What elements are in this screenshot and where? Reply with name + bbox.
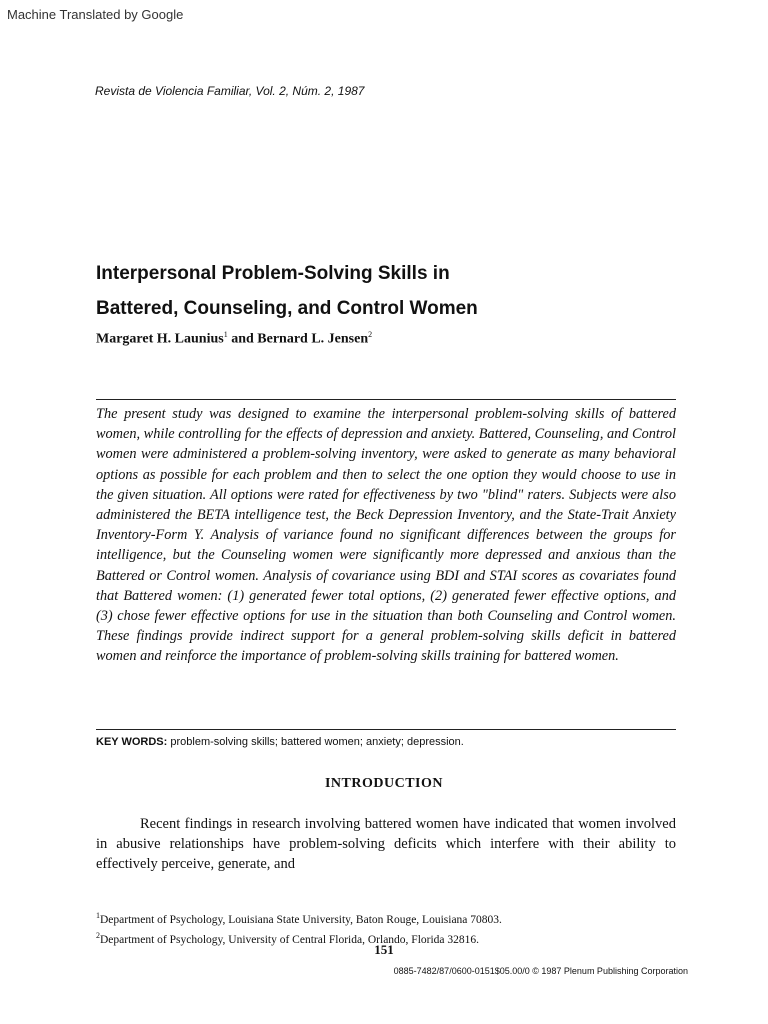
section-heading-introduction: INTRODUCTION bbox=[324, 776, 443, 791]
introduction-paragraph: Recent findings in research involving battered women have indicated that women involved in abusive relationships have problem-solving deficits which interfere with their ability to effectively perceive, generate, and bbox=[96, 816, 676, 872]
author-line bbox=[96, 330, 372, 348]
footnote-1-text: Department of Psychology, Louisiana State University, Baton Rouge, Louisiana 70803. bbox=[100, 913, 502, 926]
footnote-1-marker: 1 bbox=[96, 911, 100, 920]
abstract-top-rule bbox=[96, 399, 676, 400]
abstract-text: The present study was designed to examine the interpersonal problem-solving skills of battered women, while controlling for the effects of depression and anxiety. Battered, Counseling, and Control women were administered a problem-solving inventory, were asked to generate as many behavioral options as possible for each problem and then to select the one option they would choose to use in the given situation. All options were rated for effectiveness by two "blind" raters. Subjects were also administered the BETA intelligence test, the Beck Depression Inventory, and the State-Trait Anxiety Inventory-Form Y. Analysis of variance found no significant differences between the groups for intelligence, but the Counseling women were significantly more depressed and anxious than the Battered or Control women. Analysis of covariance using BDI and STAI scores as covariates found that Battered women: (1) generated fewer total options, (2) generated fewer effective options, and (3) chose fewer effective options for use in the situation than both Counseling and Control women. These findings provide indirect support for a general problem-solving skills deficit in battered women and reinforce the importance of problem-solving skills training for battered women. bbox=[96, 406, 676, 665]
author-first: Margaret H. Launius bbox=[96, 331, 224, 347]
keywords bbox=[96, 736, 464, 748]
keywords-text: problem-solving skills; battered women; anxiety; depression. bbox=[170, 736, 464, 748]
page-number: 151 bbox=[374, 942, 394, 957]
footnote-1 bbox=[96, 908, 676, 928]
title-line-1: Interpersonal Problem-Solving Skills in bbox=[96, 263, 450, 284]
author-second-affiliation-marker: 2 bbox=[368, 330, 373, 339]
footnote-2-marker: 2 bbox=[96, 930, 100, 940]
author-first-affiliation-marker: 1 bbox=[223, 330, 228, 339]
author-connector: and bbox=[231, 331, 254, 347]
author-second: Bernard L. Jensen bbox=[257, 331, 369, 347]
footnote-2-text: Department of Psychology, University of Central Florida, Orlando, Florida 32816. bbox=[100, 933, 480, 946]
article-title bbox=[96, 256, 478, 326]
title-line-2: Battered, Counseling, and Control Women bbox=[96, 298, 478, 319]
journal-citation: Revista de Violencia Familiar, Vol. 2, Núm. 2, 1987 bbox=[95, 84, 365, 98]
abstract-bottom-rule bbox=[96, 729, 676, 730]
copyright-line: 0885-7482/87/0600-0151$05.00/0 © 1987 Plenum Publishing Corporation bbox=[393, 966, 688, 976]
keywords-label: KEY WORDS: bbox=[96, 736, 168, 748]
machine-translation-banner: Machine Translated by Google bbox=[7, 7, 184, 22]
